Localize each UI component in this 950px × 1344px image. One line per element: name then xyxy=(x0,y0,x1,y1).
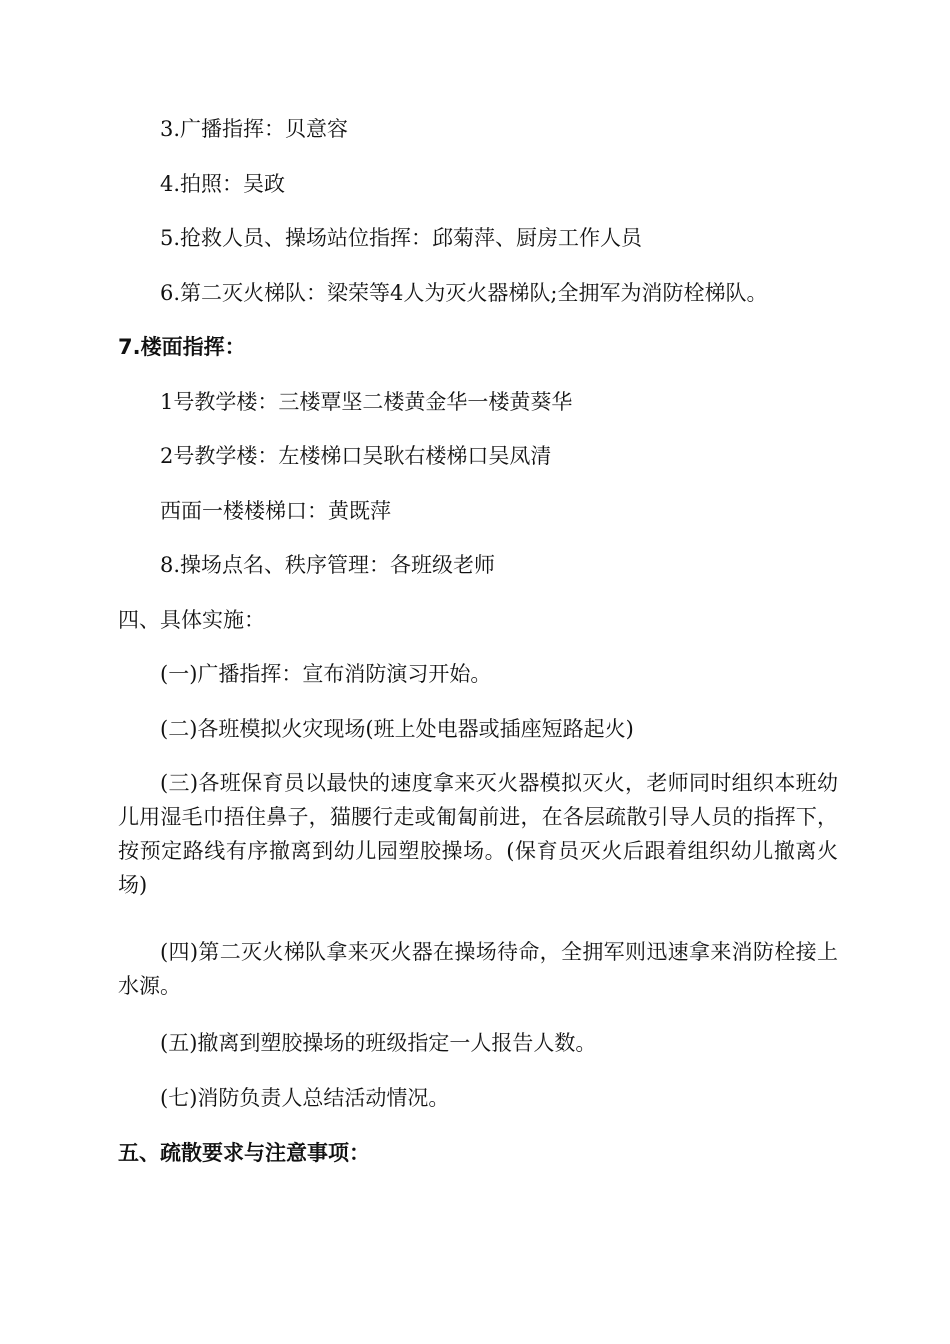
heading-floor-command: 7.楼面指挥： xyxy=(118,335,246,359)
step-2: (二)各班模拟火灾现场(班上处电器或插座短路起火) xyxy=(160,717,634,741)
item-broadcast-command: 3.广播指挥：贝意容 xyxy=(160,117,349,141)
item-rescue-staff: 5.抢救人员、操场站位指挥：邱菊萍、厨房工作人员 xyxy=(160,226,643,250)
item-roll-call: 8.操场点名、秩序管理：各班级老师 xyxy=(160,553,496,577)
step-3-paragraph: (三)各班保育员以最快的速度拿来灭火器模拟灭火，老师同时组织本班幼儿用湿毛巾捂住鼻子，猫腰行走或匍匐前进，在各层疏散引导人员的指挥下，按预定路线有序撤离到幼儿园塑胶操场。(保育员灭火后跟着组织幼儿撤离火场) xyxy=(118,771,838,897)
section-heading-evacuation-requirements: 五、疏散要求与注意事项： xyxy=(118,1141,370,1165)
item-building-1: 1号教学楼：三楼覃坚二楼黄金华一楼黄葵华 xyxy=(160,390,573,414)
item-building-2: 2号教学楼：左楼梯口吴耿右楼梯口吴凤清 xyxy=(160,444,552,468)
section-heading-implementation: 四、具体实施： xyxy=(118,608,265,632)
step-5: (五)撤离到塑胶操场的班级指定一人报告人数。 xyxy=(160,1031,597,1055)
step-7: (七)消防负责人总结活动情况。 xyxy=(160,1086,450,1110)
item-west-stairs: 西面一楼楼梯口：黄既萍 xyxy=(160,499,391,523)
item-second-fire-team: 6.第二灭火梯队：梁荣等4人为灭火器梯队;全拥军为消防栓梯队。 xyxy=(160,281,768,305)
step-1: (一)广播指挥：宣布消防演习开始。 xyxy=(160,662,492,686)
item-photography: 4.拍照：吴政 xyxy=(160,172,286,196)
step-4-paragraph: (四)第二灭火梯队拿来灭火器在操场待命，全拥军则迅速拿来消防栓接上水源。 xyxy=(118,940,838,998)
